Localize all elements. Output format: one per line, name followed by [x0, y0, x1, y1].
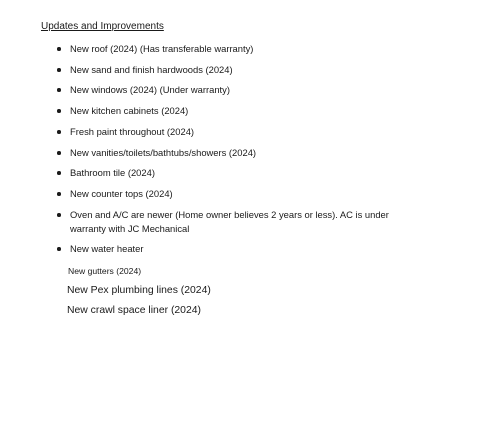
- bullet-icon: [57, 171, 61, 175]
- list-item-text: New kitchen cabinets (2024): [70, 105, 189, 116]
- list-item: [70, 104, 410, 118]
- list-item-text: Oven and A/C are newer (Home owner believes 2 years or less). AC is under warranty with JC Mechanical: [70, 209, 389, 234]
- list-item-text: New roof (2024) (Has transferable warranty): [70, 43, 254, 54]
- list-item: [70, 146, 410, 160]
- list-item-text: Bathroom tile (2024): [70, 167, 155, 178]
- list-item: [70, 187, 410, 201]
- list-item: [70, 125, 410, 139]
- bullet-icon: [57, 151, 61, 155]
- list-item: [70, 242, 410, 256]
- bullet-icon: [57, 68, 61, 72]
- list-item-text: Fresh paint throughout (2024): [70, 126, 195, 137]
- bullet-icon: [57, 213, 61, 217]
- extra-line-crawl-space: New crawl space liner (2024): [67, 305, 201, 316]
- bullet-icon: [57, 47, 61, 51]
- list-item: [70, 166, 410, 180]
- section-heading: Updates and Improvements: [41, 21, 164, 32]
- list-item: [70, 83, 410, 97]
- list-item-text: New windows (2024) (Under warranty): [70, 84, 230, 95]
- bullet-icon: [57, 192, 61, 196]
- bullet-icon: [57, 130, 61, 134]
- bullet-icon: [57, 109, 61, 113]
- bullet-icon: [57, 247, 61, 251]
- list-item-text: New counter tops (2024): [70, 188, 173, 199]
- list-item: [70, 63, 410, 77]
- list-item-text: New sand and finish hardwoods (2024): [70, 64, 233, 75]
- list-item: [70, 208, 410, 236]
- extra-line-gutters: New gutters (2024): [68, 266, 142, 276]
- bullet-icon: [57, 88, 61, 92]
- list-item-text: New water heater: [70, 243, 144, 254]
- list-item: [70, 42, 410, 56]
- list-item-text: New vanities/toilets/bathtubs/showers (2024): [70, 147, 257, 158]
- extra-line-plumbing: New Pex plumbing lines (2024): [67, 285, 211, 296]
